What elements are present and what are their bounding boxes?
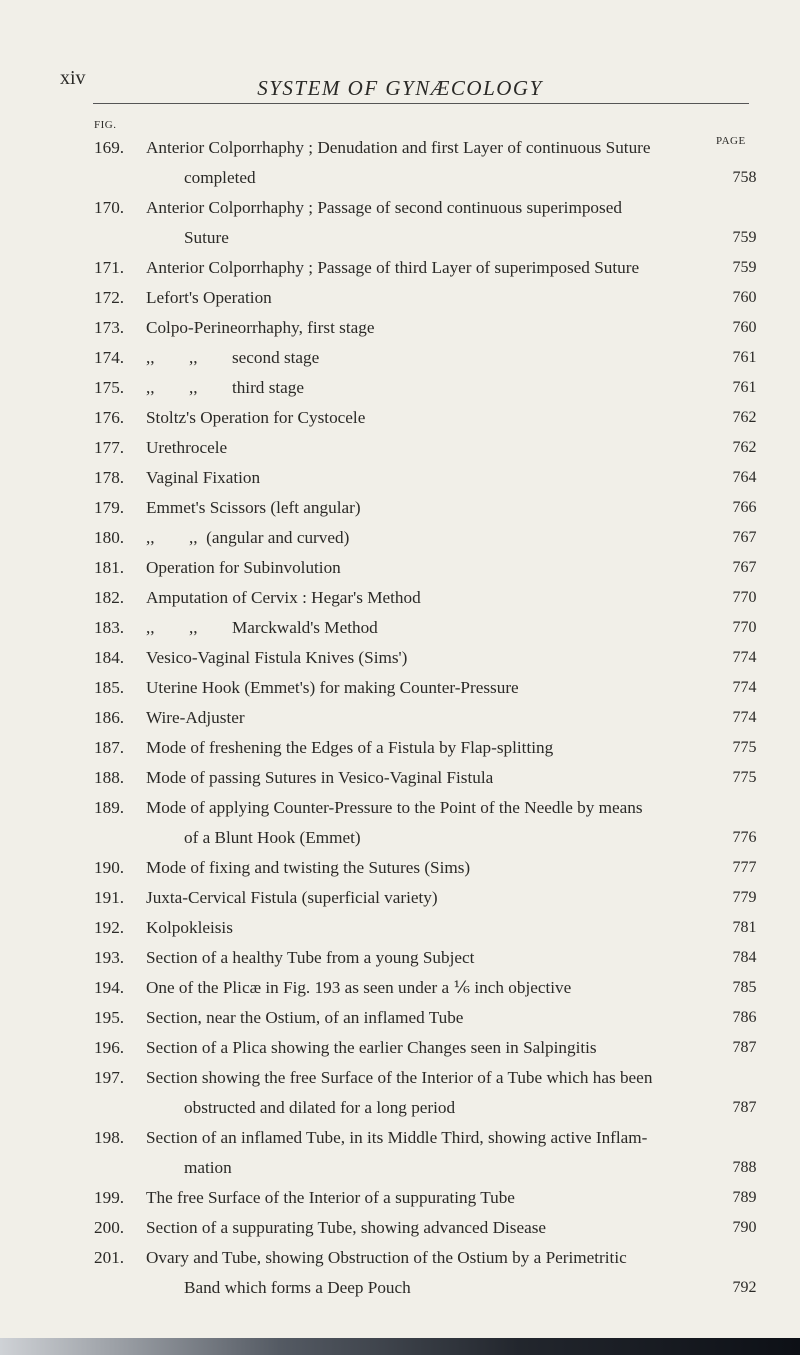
list-item bbox=[0, 523, 800, 553]
figure-caption: Stoltz's Operation for Cystocele bbox=[146, 408, 366, 427]
figure-caption: Section of a healthy Tube from a young Subject bbox=[146, 948, 475, 967]
page-reference: 774 bbox=[732, 709, 757, 726]
figure-caption: Colpo-Perineorrhaphy, first stage bbox=[146, 318, 375, 337]
list-item bbox=[0, 253, 800, 283]
figure-number: 184. bbox=[94, 648, 125, 667]
entry-line bbox=[0, 283, 800, 313]
figure-number: 188. bbox=[94, 768, 125, 787]
entry-line bbox=[0, 1153, 800, 1183]
page-reference: 766 bbox=[732, 499, 757, 516]
page-number: xiv bbox=[60, 67, 86, 89]
page-reference: 767 bbox=[732, 529, 757, 546]
entry-line bbox=[0, 1213, 800, 1243]
figure-number: 180. bbox=[94, 528, 125, 547]
figure-caption: Mode of applying Counter-Pressure to the Point of the Needle by means bbox=[146, 798, 643, 817]
figure-number: 172. bbox=[94, 288, 125, 307]
page-reference: 792 bbox=[732, 1279, 757, 1296]
figure-caption-continuation: Band which forms a Deep Pouch bbox=[184, 1278, 411, 1297]
entry-line bbox=[0, 1123, 800, 1153]
figure-caption: Anterior Colporrhaphy ; Denudation and first Layer of continuous Suture bbox=[146, 138, 651, 157]
entry-line bbox=[0, 733, 800, 763]
page-reference: 764 bbox=[732, 469, 757, 486]
entry-line bbox=[0, 313, 800, 343]
list-item bbox=[0, 403, 800, 433]
figure-caption: Ovary and Tube, showing Obstruction of the Ostium by a Perimetritic bbox=[146, 1248, 627, 1267]
figure-caption: Urethrocele bbox=[146, 438, 228, 457]
figure-caption: Anterior Colporrhaphy ; Passage of third Layer of superimposed Suture bbox=[146, 258, 640, 277]
figure-caption: Juxta-Cervical Fistula (superficial variety) bbox=[146, 888, 438, 907]
figure-caption: Section showing the free Surface of the Interior of a Tube which has been bbox=[146, 1068, 653, 1087]
page-reference: 770 bbox=[732, 589, 757, 606]
figure-caption-continuation: Suture bbox=[184, 228, 229, 247]
page-reference: 787 bbox=[732, 1099, 757, 1116]
figure-number: 192. bbox=[94, 918, 125, 937]
entry-line bbox=[0, 1183, 800, 1213]
figure-caption: ,, ,, third stage bbox=[146, 378, 305, 397]
figure-number: 185. bbox=[94, 678, 125, 697]
entry-line bbox=[0, 763, 800, 793]
page-reference: 775 bbox=[732, 739, 757, 756]
entry-line bbox=[0, 1003, 800, 1033]
list-item bbox=[0, 553, 800, 583]
entry-line bbox=[0, 1063, 800, 1093]
page-reference: 774 bbox=[732, 649, 757, 666]
entry-line bbox=[0, 1033, 800, 1063]
figure-caption: Section, near the Ostium, of an inflamed Tube bbox=[146, 1008, 464, 1027]
list-item bbox=[0, 853, 800, 883]
page-reference: 761 bbox=[732, 379, 757, 396]
figure-caption: Section of a suppurating Tube, showing advanced Disease bbox=[146, 1218, 547, 1237]
list-item bbox=[0, 1243, 800, 1303]
figure-caption: Uterine Hook (Emmet's) for making Counter-Pressure bbox=[146, 678, 519, 697]
page-reference: 786 bbox=[732, 1009, 757, 1026]
entry-line bbox=[0, 823, 800, 853]
figure-number: 193. bbox=[94, 948, 125, 967]
page-reference: 761 bbox=[732, 349, 757, 366]
entry-line bbox=[0, 703, 800, 733]
page-reference: 770 bbox=[732, 619, 757, 636]
entry-line bbox=[0, 793, 800, 823]
figure-number: 174. bbox=[94, 348, 125, 367]
figure-number: 171. bbox=[94, 258, 125, 277]
list-item bbox=[0, 1003, 800, 1033]
entry-line bbox=[0, 193, 800, 223]
figure-number: 194. bbox=[94, 978, 125, 997]
entry-line bbox=[0, 553, 800, 583]
figure-number: 201. bbox=[94, 1248, 125, 1267]
page-reference: 762 bbox=[732, 439, 757, 456]
entry-line bbox=[0, 1273, 800, 1303]
page-reference: 779 bbox=[732, 889, 757, 906]
list-item bbox=[0, 973, 800, 1003]
list-item bbox=[0, 313, 800, 343]
entry-line bbox=[0, 463, 800, 493]
entry-line bbox=[0, 673, 800, 703]
figure-number: 176. bbox=[94, 408, 125, 427]
list-item bbox=[0, 433, 800, 463]
entry-line bbox=[0, 913, 800, 943]
list-item bbox=[0, 343, 800, 373]
figure-caption-continuation: mation bbox=[184, 1158, 232, 1177]
page-reference: 762 bbox=[732, 409, 757, 426]
page-reference: 760 bbox=[732, 319, 757, 336]
figure-number: 170. bbox=[94, 198, 125, 217]
list-item bbox=[0, 1123, 800, 1183]
list-item bbox=[0, 133, 800, 193]
figure-caption: ,, ,, second stage bbox=[146, 348, 320, 367]
list-item bbox=[0, 793, 800, 853]
page-reference: 777 bbox=[732, 859, 757, 876]
entry-line bbox=[0, 643, 800, 673]
entry-line bbox=[0, 943, 800, 973]
figure-number: 169. bbox=[94, 138, 125, 157]
entry-line bbox=[0, 133, 800, 163]
figure-number: 178. bbox=[94, 468, 125, 487]
column-header-fig: FIG. bbox=[94, 119, 117, 131]
list-item bbox=[0, 373, 800, 403]
page-reference: 776 bbox=[732, 829, 757, 846]
page-reference: 789 bbox=[732, 1189, 757, 1206]
page-reference: 758 bbox=[732, 169, 757, 186]
list-item bbox=[0, 493, 800, 523]
page-bottom-edge bbox=[0, 1338, 800, 1355]
list-item bbox=[0, 463, 800, 493]
list-item bbox=[0, 283, 800, 313]
list-item bbox=[0, 913, 800, 943]
entry-line bbox=[0, 853, 800, 883]
page-reference: 767 bbox=[732, 559, 757, 576]
page-reference: 790 bbox=[732, 1219, 757, 1236]
figure-caption: Section of a Plica showing the earlier Changes seen in Salpingitis bbox=[146, 1038, 597, 1057]
column-header-page: PAGE bbox=[716, 135, 746, 147]
entry-line bbox=[0, 493, 800, 523]
page-reference: 759 bbox=[732, 229, 757, 246]
entry-line bbox=[0, 1093, 800, 1123]
figure-number: 182. bbox=[94, 588, 125, 607]
figure-number: 195. bbox=[94, 1008, 125, 1027]
figure-caption: Vesico-Vaginal Fistula Knives (Sims') bbox=[146, 648, 408, 667]
figure-caption: Kolpokleisis bbox=[146, 918, 233, 937]
list-item bbox=[0, 643, 800, 673]
list-item bbox=[0, 763, 800, 793]
figure-number: 200. bbox=[94, 1218, 125, 1237]
figure-caption: The free Surface of the Interior of a suppurating Tube bbox=[146, 1188, 515, 1207]
figure-caption: Lefort's Operation bbox=[146, 288, 272, 307]
figure-caption: One of the Plicæ in Fig. 193 as seen under a ⅙ inch objective bbox=[146, 978, 572, 997]
header-rule bbox=[93, 103, 749, 104]
entry-line bbox=[0, 163, 800, 193]
figure-number: 173. bbox=[94, 318, 125, 337]
entry-line bbox=[0, 883, 800, 913]
running-title: SYSTEM OF GYNÆCOLOGY bbox=[257, 76, 543, 100]
figure-caption: Amputation of Cervix : Hegar's Method bbox=[146, 588, 421, 607]
entry-line bbox=[0, 343, 800, 373]
list-item bbox=[0, 673, 800, 703]
figure-number: 175. bbox=[94, 378, 125, 397]
list-item bbox=[0, 1033, 800, 1063]
figure-number: 187. bbox=[94, 738, 125, 757]
figure-caption-continuation: of a Blunt Hook (Emmet) bbox=[184, 828, 361, 847]
figure-caption: ,, ,, (angular and curved) bbox=[146, 528, 350, 547]
page-reference: 775 bbox=[732, 769, 757, 786]
figure-caption: ,, ,, Marckwald's Method bbox=[146, 618, 378, 637]
figure-number: 189. bbox=[94, 798, 125, 817]
figure-caption: Mode of passing Sutures in Vesico-Vaginal Fistula bbox=[146, 768, 494, 787]
entry-line bbox=[0, 973, 800, 1003]
page-reference: 785 bbox=[732, 979, 757, 996]
entry-line bbox=[0, 373, 800, 403]
entry-line bbox=[0, 583, 800, 613]
entry-line bbox=[0, 403, 800, 433]
figure-caption: Mode of fixing and twisting the Sutures (Sims) bbox=[146, 858, 471, 877]
figure-number: 183. bbox=[94, 618, 125, 637]
entry-line bbox=[0, 613, 800, 643]
entry-line bbox=[0, 253, 800, 283]
figure-number: 199. bbox=[94, 1188, 125, 1207]
list-item bbox=[0, 1183, 800, 1213]
entry-line bbox=[0, 523, 800, 553]
list-item bbox=[0, 883, 800, 913]
entry-line bbox=[0, 223, 800, 253]
page-reference: 774 bbox=[732, 679, 757, 696]
list-item bbox=[0, 583, 800, 613]
page-reference: 788 bbox=[732, 1159, 757, 1176]
figure-caption-continuation: completed bbox=[184, 168, 256, 187]
figure-caption: Wire-Adjuster bbox=[146, 708, 245, 727]
figure-number: 198. bbox=[94, 1128, 125, 1147]
figure-caption: Section of an inflamed Tube, in its Middle Third, showing active Inflam- bbox=[146, 1128, 648, 1147]
list-item bbox=[0, 703, 800, 733]
list-item bbox=[0, 613, 800, 643]
figure-caption: Operation for Subinvolution bbox=[146, 558, 341, 577]
figure-number: 177. bbox=[94, 438, 125, 457]
list-item bbox=[0, 733, 800, 763]
entry-line bbox=[0, 433, 800, 463]
figure-caption: Anterior Colporrhaphy ; Passage of second continuous superimposed bbox=[146, 198, 622, 217]
figure-number: 181. bbox=[94, 558, 125, 577]
list-item bbox=[0, 943, 800, 973]
page-reference: 759 bbox=[732, 259, 757, 276]
page-reference: 781 bbox=[732, 919, 757, 936]
page-reference: 784 bbox=[732, 949, 757, 966]
figure-number: 191. bbox=[94, 888, 125, 907]
figure-number: 197. bbox=[94, 1068, 125, 1087]
figure-number: 186. bbox=[94, 708, 125, 727]
page-reference: 787 bbox=[732, 1039, 757, 1056]
figure-number: 179. bbox=[94, 498, 125, 517]
figure-number: 196. bbox=[94, 1038, 125, 1057]
figure-caption: Mode of freshening the Edges of a Fistula by Flap-splitting bbox=[146, 738, 554, 757]
figure-caption-continuation: obstructed and dilated for a long period bbox=[184, 1098, 456, 1117]
list-item bbox=[0, 1213, 800, 1243]
list-item bbox=[0, 193, 800, 253]
page-reference: 760 bbox=[732, 289, 757, 306]
entry-line bbox=[0, 1243, 800, 1273]
figure-number: 190. bbox=[94, 858, 125, 877]
figure-caption: Vaginal Fixation bbox=[146, 468, 261, 487]
list-item bbox=[0, 1063, 800, 1123]
figure-caption: Emmet's Scissors (left angular) bbox=[146, 498, 361, 517]
